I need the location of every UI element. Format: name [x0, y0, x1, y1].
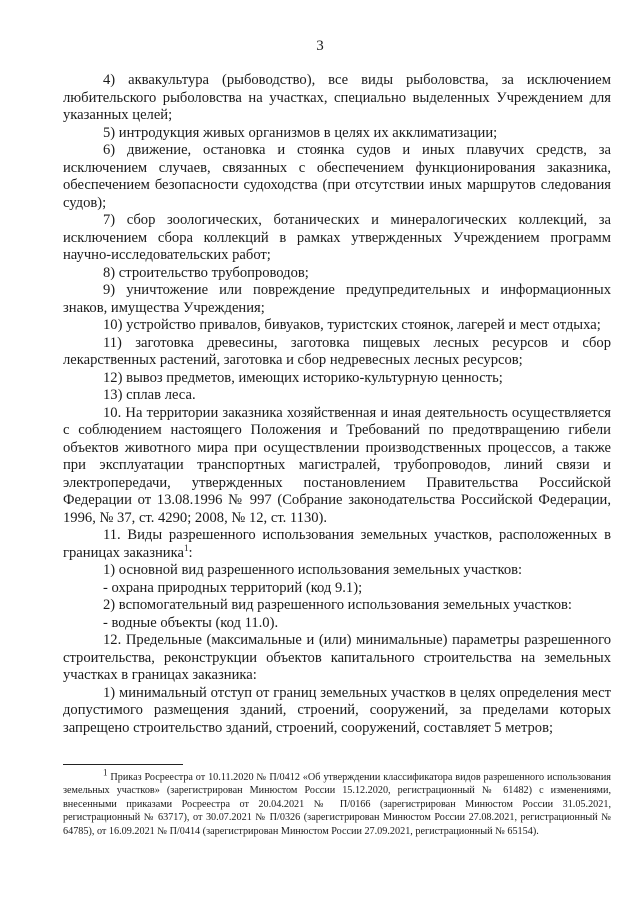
- section-11: [63, 527, 611, 562]
- land-use-aux-item: - водные объекты (код 11.0).: [103, 614, 279, 631]
- land-use-main-heading: 1) основной вид разрешенного использования земельных участков:: [103, 562, 523, 578]
- paragraph-item-10: 10) устройство привалов, бивуаков, туристских стоянок, лагерей и мест отдыха;: [103, 317, 601, 333]
- paragraph-item-9: 9) уничтожение или повреждение предупредительных и информационных знаков, имущества Учреждения;: [63, 282, 611, 316]
- paragraph-item-12: 12) вывоз предметов, имеющих историко-культурную ценность;: [103, 369, 503, 386]
- section-12-item-1: 1) минимальный отступ от границ земельных участков в целях определения мест допустимого размещения зданий, строений, сооружений, за пределами которых запрещено строительство зданий, строений, сооружений, составляет 5 метров;: [63, 684, 611, 736]
- paragraph-item-13: 13) сплав леса.: [103, 387, 196, 403]
- footnote-reference[interactable]: 1: [183, 542, 189, 553]
- footnote: [63, 767, 611, 838]
- paragraph-item-11: 11) заготовка древесины, заготовка пищевых лесных ресурсов и сбор лекарственных растений, заготовка и сбор недревесных лесных ресурсов;: [63, 334, 611, 368]
- paragraph-item-7: 7) сбор зоологических, ботанических и минералогических коллекций, за исключением сбора коллекций в рамках утвержденных Учреждением программ научно-исследовательских работ;: [63, 212, 611, 263]
- footnote-mark: 1: [103, 767, 108, 778]
- paragraph-item-4: 4) аквакультура (рыбоводство), все виды рыболовства, за исключением любительского рыболовства на участках, специально выделенных Учреждением для указанных целей;: [63, 72, 611, 123]
- paragraph-item-8: 8) строительство трубопроводов;: [103, 264, 309, 281]
- section-11-text: 11. Виды разрешенного использования земельных участков, расположенных в границах заказника: [63, 527, 611, 561]
- land-use-aux-heading: 2) вспомогательный вид разрешенного использования земельных участков:: [103, 597, 572, 613]
- footnote-divider: [63, 764, 183, 765]
- section-12: 12. Предельные (максимальные и (или) минимальные) параметры разрешенного строительства, реконструкции объектов капитального строительства на земельных участках в границах заказника:: [63, 632, 611, 683]
- document-body: [63, 72, 611, 737]
- section-10: 10. На территории заказника хозяйственная и иная деятельность осуществляется с соблюдением настоящего Положения и Требований по предотвращению гибели объектов животного мира при осуществлении производственных процессов, а также при эксплуатации транспортных магистралей, трубопроводов, линий связи и электропередачи, утвержденных постановлением Правительства Российской Федерации от 13.08.1996 № 997 (Собрание законодательства Российской Федерации, 1996, № 37, ст. 4290; 2008, № 12, ст. 1130).: [63, 404, 611, 526]
- section-11-colon: :: [188, 544, 193, 561]
- page-number: 3: [316, 38, 324, 54]
- land-use-main-item: - охрана природных территорий (код 9.1);: [103, 579, 363, 596]
- footnote-text: Приказ Росреестра от 10.11.2020 № П/0412 «Об утверждении классификатора видов разрешенного использования земельных участков» (зарегистрирован Минюстом России 15.12.2020, регистрационный № 61482) с изменениями, внесенными приказами Росреестра от 20.04.2021 № П/0166 (зарегистрирован Минюстом России 31.05.2021, регистрационный № 63717), от 30.07.2021 № П/0326 (зарегистрирован Минюстом России 27.08.2021, регистрационный № 64785), от 16.09.2021 № П/0414 (зарегистрирован Минюстом России 27.09.2021, регистрационный № 65154).: [63, 772, 611, 837]
- paragraph-item-5: 5) интродукция живых организмов в целях их акклиматизации;: [103, 124, 498, 141]
- paragraph-item-6: 6) движение, остановка и стоянка судов и иных плавучих средств, за исключением случаев, связанных с обеспечением функционирования заказника, обеспечением безопасности судоходства (при отсутствии иных маршрутов следования судов);: [63, 142, 611, 211]
